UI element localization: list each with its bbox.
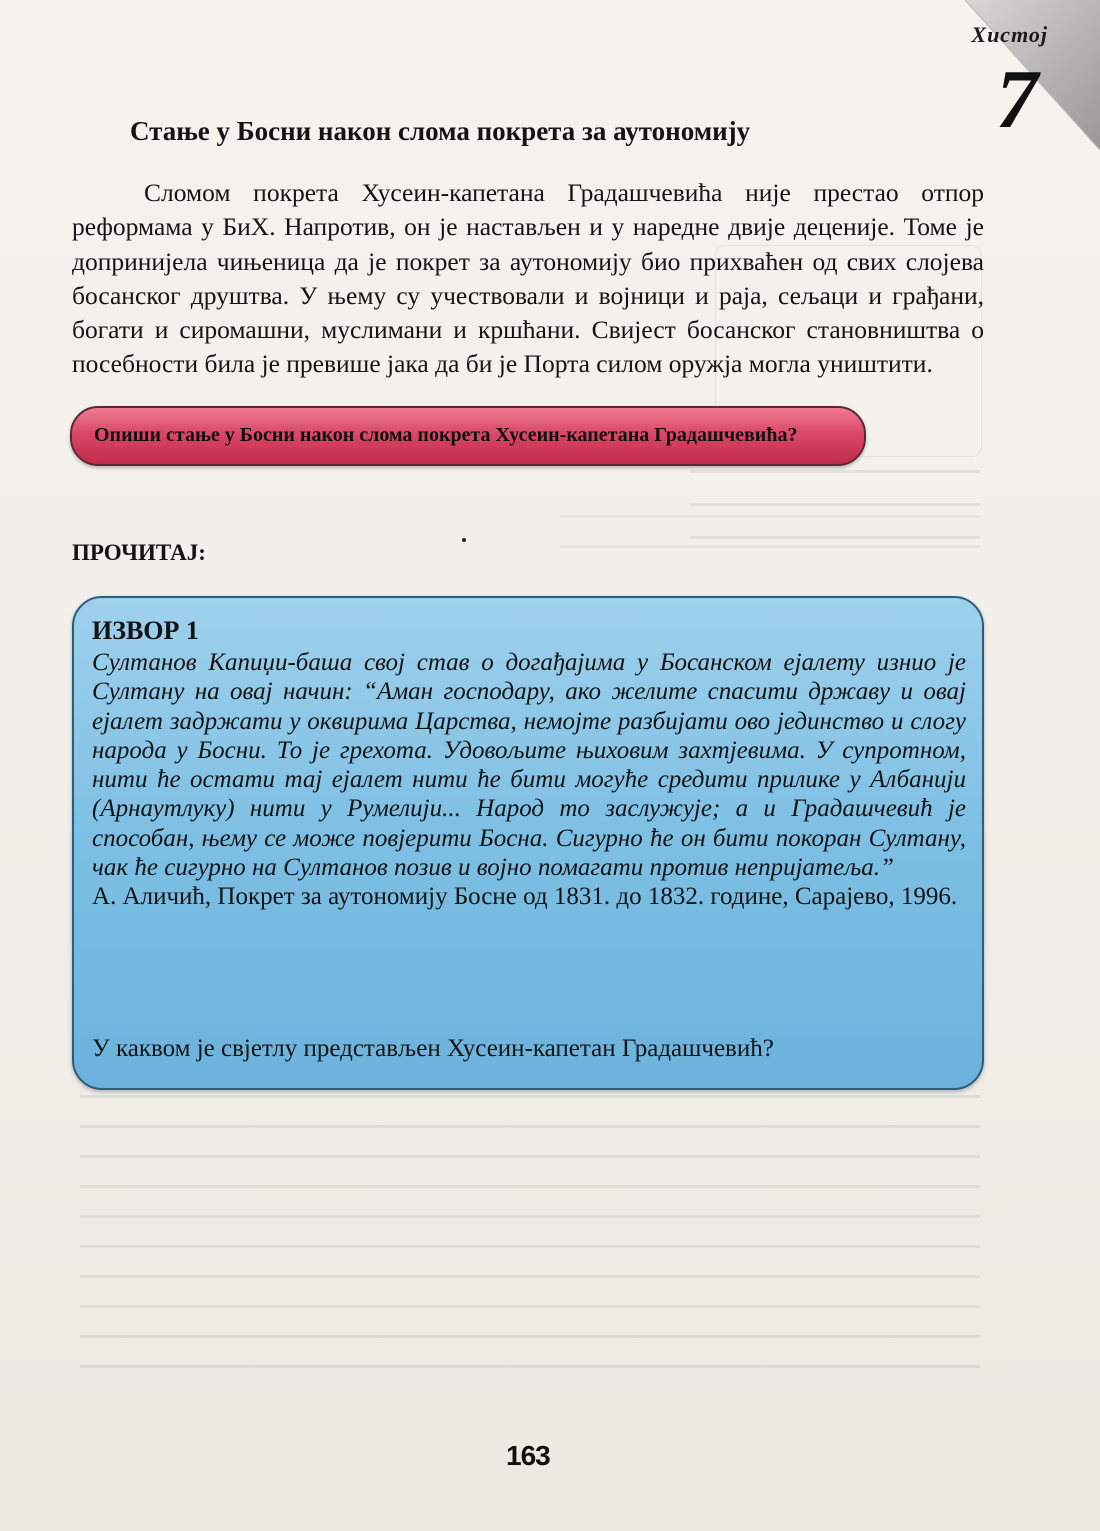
source-quote: Султанов Капиџи-баша свој став о догађајима у Босанском ејалету изнио је Султану на овај начин: “Аман господару, ако желите спасити државу и овај ејалет задржати у оквирима Царства, немојте разбијати ово јединство и слогу народа у Босни. То је грехота. Удовољите њиховим захтјевима. У супротном, нити ће остати тај ејалет нити ће бити могуће средити прилике у Албанији (Арнаутлуку) нити у Румелији... Народ то заслужује; а и Градашчевић је способан, њему се може повјерити Босна. Сигурно ће он бити покоран Султану, чак ће сигурно на Султанов позив и војно помагати против непријатеља.” bbox=[92, 649, 966, 882]
read-label: ПРОЧИТАЈ: bbox=[72, 540, 206, 565]
chapter-number: 7 bbox=[996, 53, 1038, 146]
source-body bbox=[92, 648, 966, 912]
page-number: 163 bbox=[506, 1440, 550, 1471]
section-title: Стање у Босни након слома покрета за аутономију bbox=[130, 116, 751, 146]
source-heading: ИЗВОР 1 bbox=[92, 616, 199, 645]
task-question-pill bbox=[70, 406, 866, 466]
source-question: У каквом је свјетлу представљен Хусеин-капетан Градашчевић? bbox=[92, 1035, 774, 1062]
source-box bbox=[72, 596, 984, 1090]
stray-mark bbox=[462, 538, 466, 542]
task-question-text: Опиши стање у Босни након слома покрета Хусеин-капетана Градашчевића? bbox=[94, 424, 798, 446]
subject-label: Хистој bbox=[971, 22, 1048, 47]
source-citation: А. Аличић, Покрет за аутономију Босне од 1831. до 1832. године, Сарајево, 1996. bbox=[92, 883, 958, 911]
intro-paragraph: Сломом покрета Хусеин-капетана Градашчевића није престао отпор реформама у БиХ. Напротив, он је настављен и у наредне двије деценије. Томе је допринијела чињеница да је покрет за аутономију био прихваћен од свих слојева босанског друштва. У њему су учествовали и војници и раја, сељаци и грађани, богати и сиромашни, муслимани и кршћани. Свијест босанског становништва о посебности била је превише јака да би је Порта силом оружја могла уништити. bbox=[72, 178, 984, 379]
